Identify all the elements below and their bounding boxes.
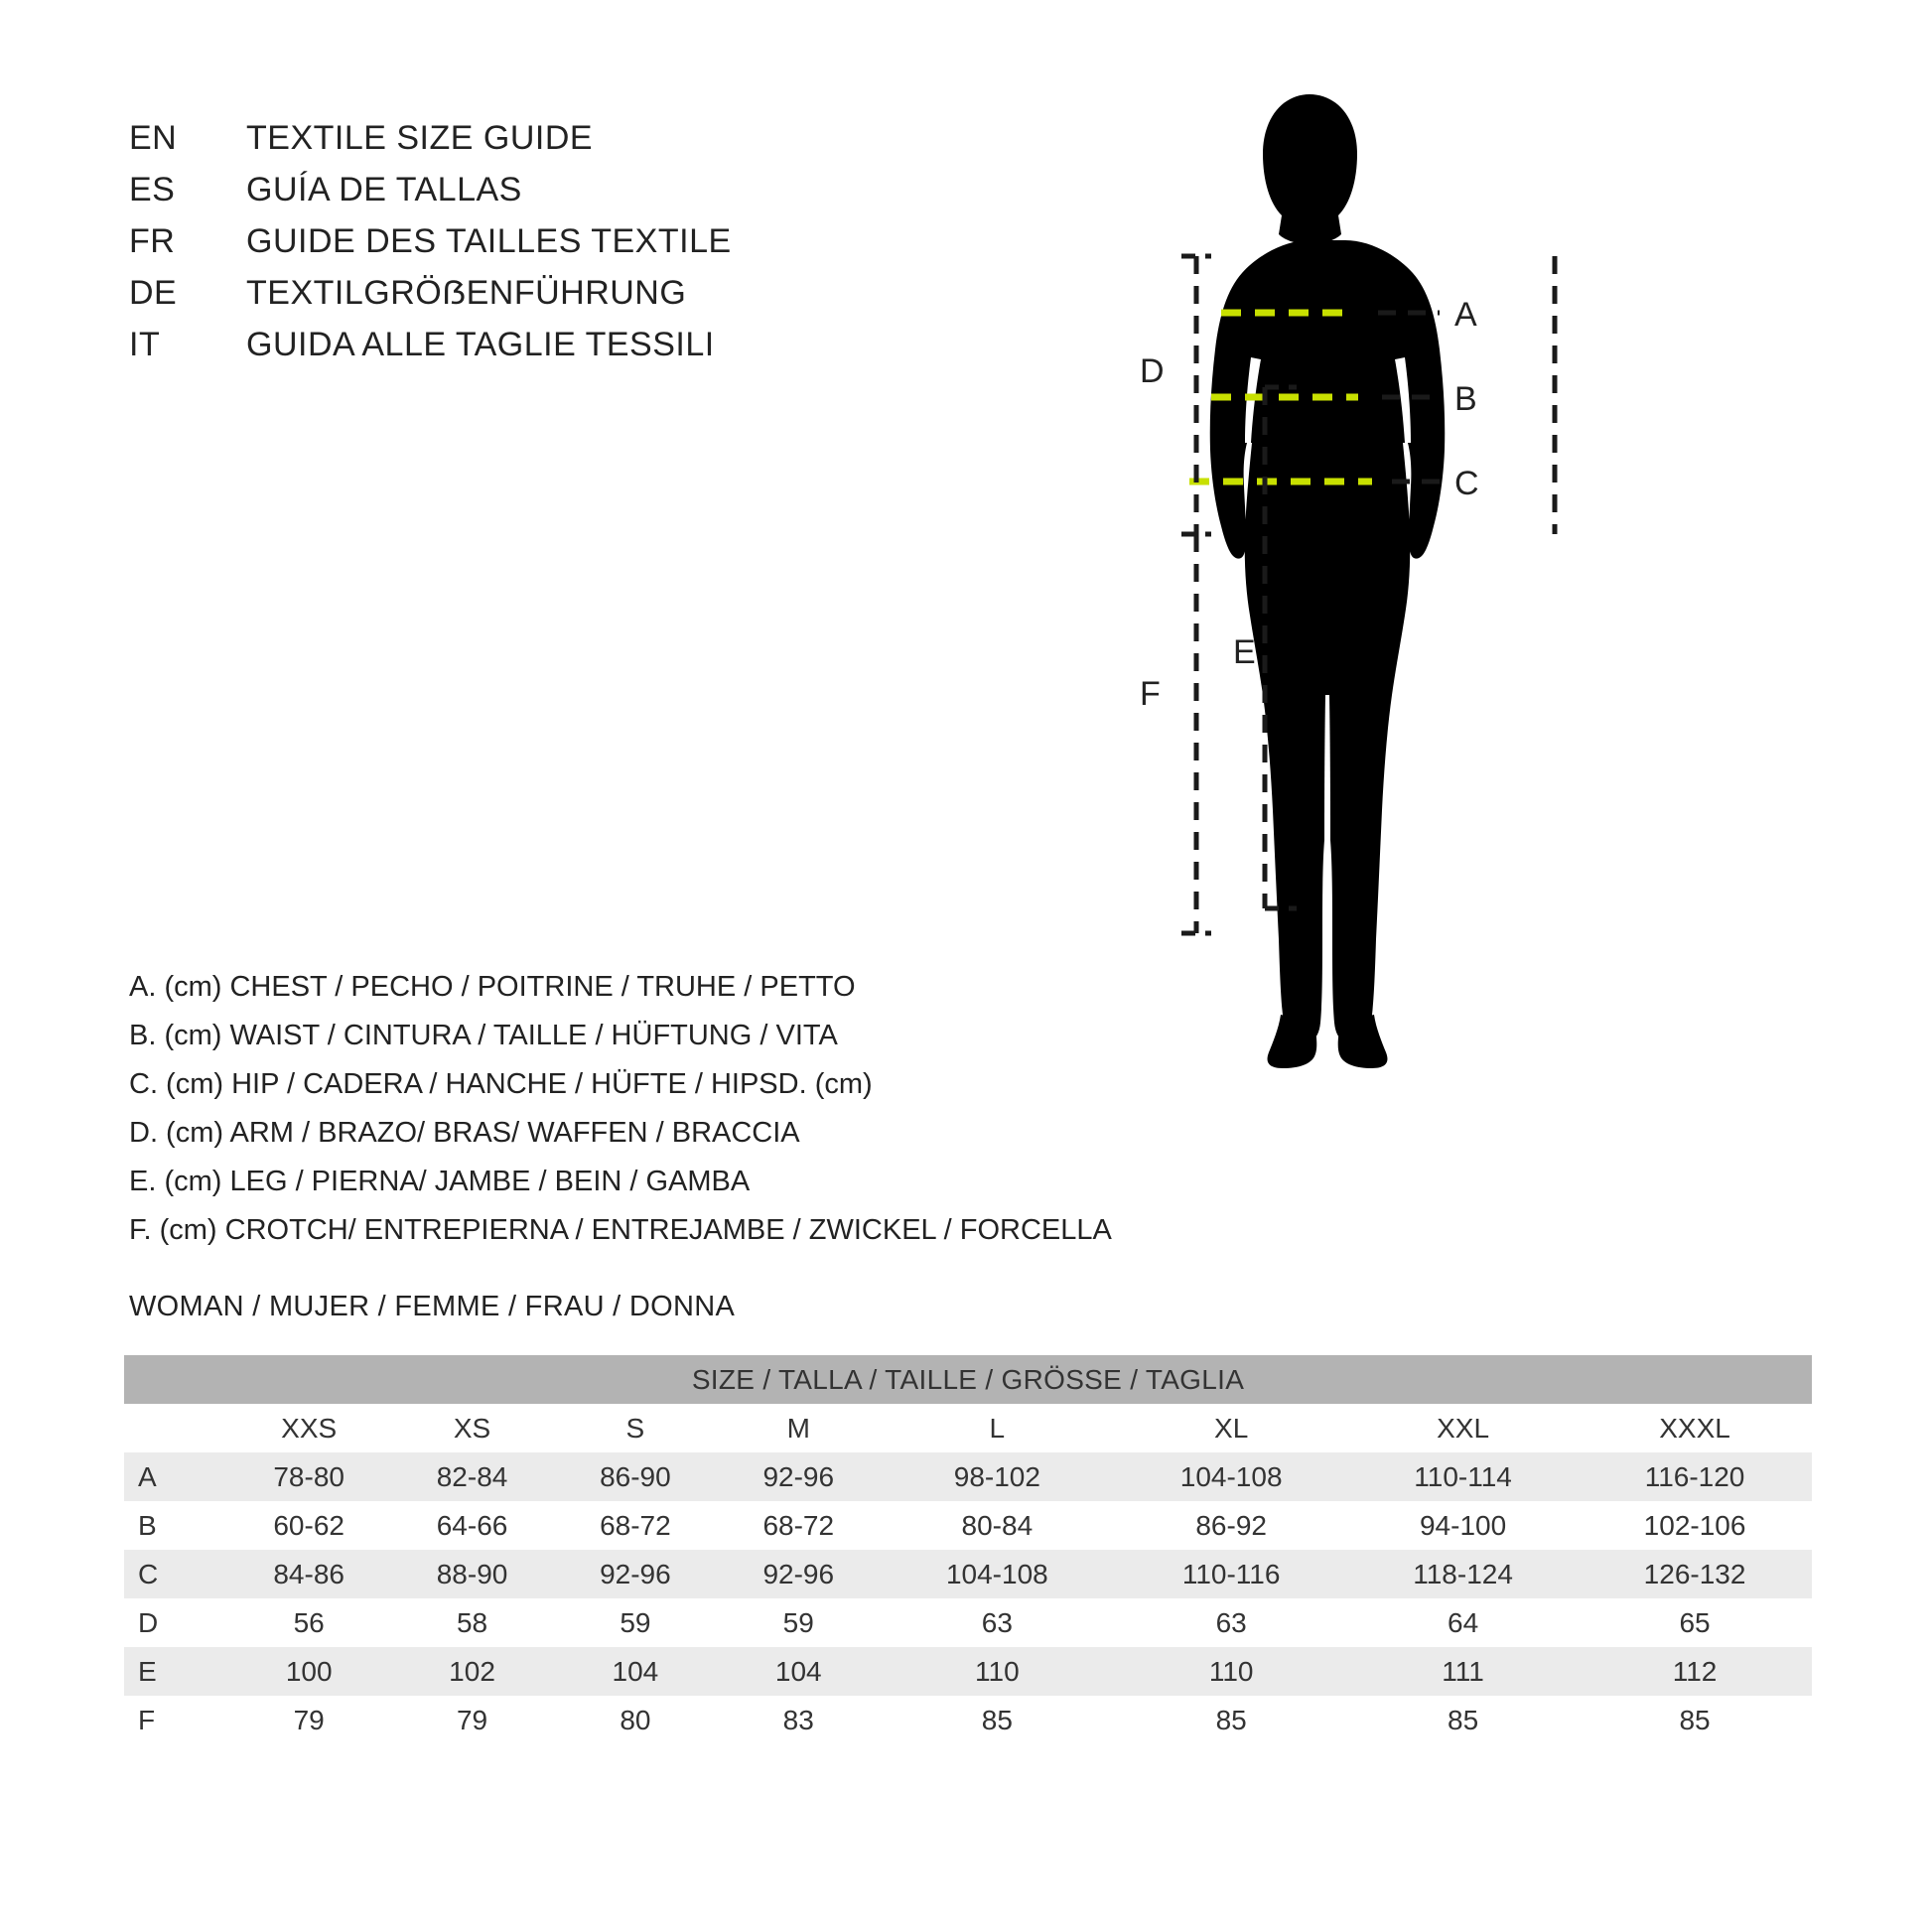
header-s: S <box>554 1404 717 1452</box>
title-row <box>129 222 732 274</box>
cell-b-s: 68-72 <box>554 1501 717 1550</box>
table-header-row <box>124 1404 1812 1452</box>
cell-d-xxs: 56 <box>227 1598 390 1647</box>
header-l: L <box>880 1404 1114 1452</box>
f-dimension-bracket <box>1181 534 1211 933</box>
label-b: B <box>1454 380 1477 418</box>
row-label-e: E <box>124 1647 227 1696</box>
cell-c-xs: 88-90 <box>390 1550 553 1598</box>
legend-block <box>129 963 1112 1255</box>
title-lang-fr: FR <box>129 222 176 260</box>
table-row <box>124 1696 1812 1744</box>
cell-b-xxl: 94-100 <box>1348 1501 1578 1550</box>
table-row <box>124 1598 1812 1647</box>
cell-c-xxs: 84-86 <box>227 1550 390 1598</box>
group-label: WOMAN / MUJER / FEMME / FRAU / DONNA <box>129 1291 736 1322</box>
title-row <box>129 171 732 222</box>
header-xxs: XXS <box>227 1404 390 1452</box>
header-xxxl: XXXL <box>1578 1404 1812 1452</box>
size-table-wrap <box>124 1355 1812 1744</box>
cell-e-xxxl: 112 <box>1578 1647 1812 1696</box>
cell-f-s: 80 <box>554 1696 717 1744</box>
row-label-c: C <box>124 1550 227 1598</box>
cell-c-xxxl: 126-132 <box>1578 1550 1812 1598</box>
label-c: C <box>1454 465 1479 502</box>
title-row <box>129 274 732 326</box>
row-label-b: B <box>124 1501 227 1550</box>
cell-c-l: 104-108 <box>880 1550 1114 1598</box>
cell-a-s: 86-90 <box>554 1452 717 1501</box>
cell-f-xxs: 79 <box>227 1696 390 1744</box>
header-xl: XL <box>1114 1404 1348 1452</box>
label-e: E <box>1233 633 1256 671</box>
title-text-it: GUIDA ALLE TAGLIE TESSILI <box>246 326 715 363</box>
cell-a-xxxl: 116-120 <box>1578 1452 1812 1501</box>
title-text-es: GUÍA DE TALLAS <box>246 171 522 208</box>
cell-b-l: 80-84 <box>880 1501 1114 1550</box>
table-band-label: SIZE / TALLA / TAILLE / GRÖSSE / TAGLIA <box>124 1355 1812 1404</box>
title-row <box>129 326 732 377</box>
table-band-row <box>124 1355 1812 1404</box>
title-lang-es: ES <box>129 171 176 208</box>
cell-e-xs: 102 <box>390 1647 553 1696</box>
table-row <box>124 1501 1812 1550</box>
cell-a-xxs: 78-80 <box>227 1452 390 1501</box>
title-text-fr: GUIDE DES TAILLES TEXTILE <box>246 222 732 260</box>
cell-c-s: 92-96 <box>554 1550 717 1598</box>
title-block <box>129 119 732 377</box>
cell-b-xl: 86-92 <box>1114 1501 1348 1550</box>
cell-e-m: 104 <box>717 1647 880 1696</box>
label-a: A <box>1454 296 1477 334</box>
table-row <box>124 1647 1812 1696</box>
title-lang-en: EN <box>129 119 178 157</box>
cell-b-xxxl: 102-106 <box>1578 1501 1812 1550</box>
cell-f-l: 85 <box>880 1696 1114 1744</box>
cell-d-xs: 58 <box>390 1598 553 1647</box>
cell-d-xl: 63 <box>1114 1598 1348 1647</box>
header-m: M <box>717 1404 880 1452</box>
cell-a-m: 92-96 <box>717 1452 880 1501</box>
label-d: D <box>1140 352 1165 390</box>
table-row <box>124 1452 1812 1501</box>
cell-f-xxl: 85 <box>1348 1696 1578 1744</box>
legend-item-d: D. (cm) ARM / BRAZO/ BRAS/ WAFFEN / BRACCIA <box>129 1117 800 1149</box>
cell-f-xs: 79 <box>390 1696 553 1744</box>
title-lang-de: DE <box>129 274 178 312</box>
cell-e-l: 110 <box>880 1647 1114 1696</box>
title-text-en: TEXTILE SIZE GUIDE <box>246 119 594 157</box>
row-label-a: A <box>124 1452 227 1501</box>
title-lang-it: IT <box>129 326 161 363</box>
cell-d-l: 63 <box>880 1598 1114 1647</box>
title-row <box>129 119 732 171</box>
female-silhouette <box>1210 94 1446 1068</box>
row-label-f: F <box>124 1696 227 1744</box>
cell-f-xl: 85 <box>1114 1696 1348 1744</box>
cell-d-xxxl: 65 <box>1578 1598 1812 1647</box>
cell-e-xxl: 111 <box>1348 1647 1578 1696</box>
cell-e-s: 104 <box>554 1647 717 1696</box>
title-text-de: TEXTILGRÖẞENFÜHRUNG <box>246 274 687 312</box>
cell-b-m: 68-72 <box>717 1501 880 1550</box>
cell-d-s: 59 <box>554 1598 717 1647</box>
legend-item-a: A. (cm) CHEST / PECHO / POITRINE / TRUHE / PETTO <box>129 971 856 1003</box>
cell-b-xs: 64-66 <box>390 1501 553 1550</box>
legend-item-e: E. (cm) LEG / PIERNA/ JAMBE / BEIN / GAMBA <box>129 1166 751 1197</box>
cell-a-xl: 104-108 <box>1114 1452 1348 1501</box>
cell-c-xl: 110-116 <box>1114 1550 1348 1598</box>
size-table <box>124 1355 1812 1744</box>
cell-a-l: 98-102 <box>880 1452 1114 1501</box>
header-xxl: XXL <box>1348 1404 1578 1452</box>
measurement-diagram <box>1112 60 1906 1172</box>
cell-f-xxxl: 85 <box>1578 1696 1812 1744</box>
cell-a-xxl: 110-114 <box>1348 1452 1578 1501</box>
legend-item-c: C. (cm) HIP / CADERA / HANCHE / HÜFTE / HIPSD. (cm) <box>129 1068 873 1100</box>
cell-e-xl: 110 <box>1114 1647 1348 1696</box>
cell-d-m: 59 <box>717 1598 880 1647</box>
cell-f-m: 83 <box>717 1696 880 1744</box>
cell-e-xxs: 100 <box>227 1647 390 1696</box>
label-f: F <box>1140 675 1161 713</box>
table-row <box>124 1550 1812 1598</box>
legend-item-b: B. (cm) WAIST / CINTURA / TAILLE / HÜFTUNG / VITA <box>129 1020 838 1051</box>
header-corner <box>124 1404 227 1452</box>
d-dimension-bracket <box>1181 256 1211 534</box>
legend-item-f: F. (cm) CROTCH/ ENTREPIERNA / ENTREJAMBE / ZWICKEL / FORCELLA <box>129 1214 1112 1246</box>
cell-c-m: 92-96 <box>717 1550 880 1598</box>
cell-a-xs: 82-84 <box>390 1452 553 1501</box>
cell-c-xxl: 118-124 <box>1348 1550 1578 1598</box>
row-label-d: D <box>124 1598 227 1647</box>
cell-d-xxl: 64 <box>1348 1598 1578 1647</box>
cell-b-xxs: 60-62 <box>227 1501 390 1550</box>
header-xs: XS <box>390 1404 553 1452</box>
